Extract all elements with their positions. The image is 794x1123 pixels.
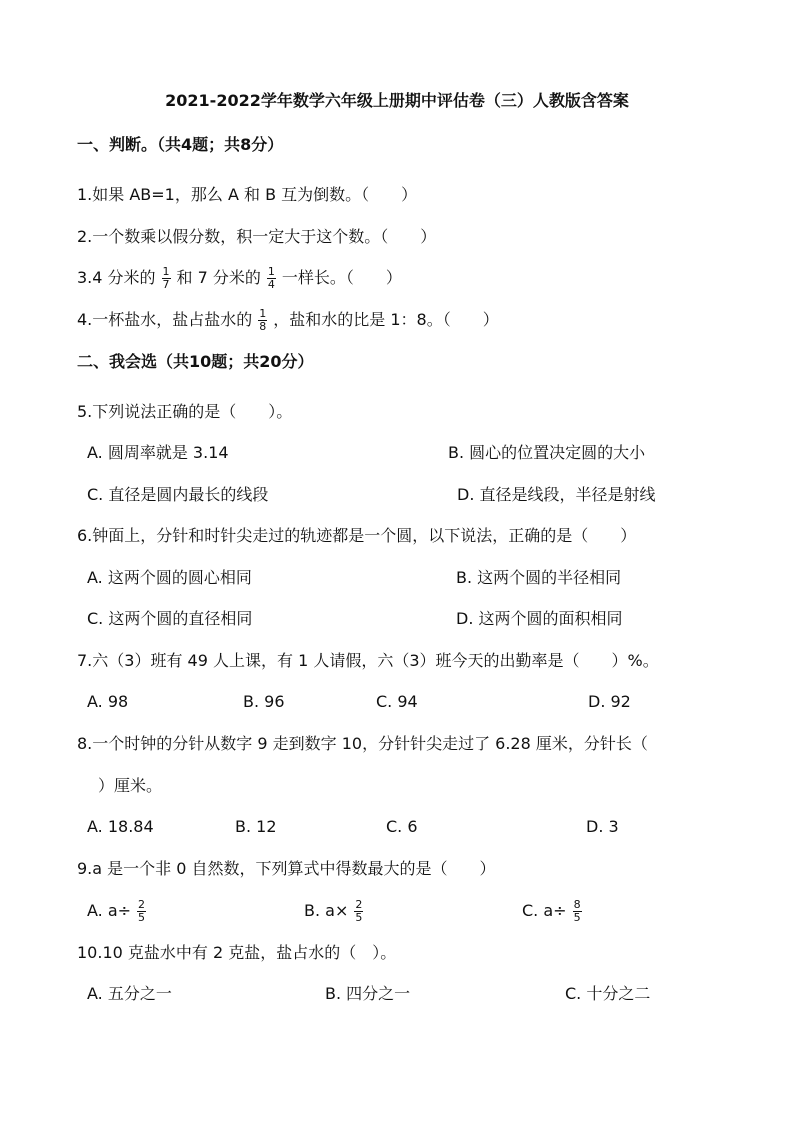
fraction bbox=[267, 266, 276, 291]
option-7b: B. 96 bbox=[243, 692, 285, 711]
option-5b: B. 圆心的位置决定圆的大小 bbox=[448, 443, 646, 462]
option-10b: B. 四分之一 bbox=[325, 984, 411, 1003]
question-4 bbox=[77, 307, 499, 333]
fraction bbox=[137, 899, 146, 924]
option-5a: A. 圆周率就是 3.14 bbox=[87, 443, 229, 462]
question-6: 6.钟面上，分针和时针尖走过的轨迹都是一个圆，以下说法，正确的是（ ） bbox=[77, 526, 637, 545]
fraction-denominator: 8 bbox=[259, 320, 267, 333]
question-3-text-c: 一样长。（ ） bbox=[281, 268, 402, 287]
fraction-denominator: 5 bbox=[573, 911, 581, 924]
fraction-numerator: 2 bbox=[355, 898, 363, 911]
option-7a: A. 98 bbox=[87, 692, 129, 711]
option-6b: B. 这两个圆的半径相同 bbox=[456, 568, 622, 587]
question-8: 8.一个时钟的分针从数字 9 走到数字 10，分针针尖走过了 6.28 厘米，分针长（ bbox=[77, 734, 648, 753]
option-6a: A. 这两个圆的圆心相同 bbox=[87, 568, 252, 587]
question-4-text-a: 4.一杯盐水，盐占盐水的 bbox=[77, 310, 253, 329]
option-7d: D. 92 bbox=[588, 692, 631, 711]
option-9c-text: C. a÷ bbox=[522, 901, 567, 920]
question-10: 10.10 克盐水中有 2 克盐，盐占水的（ ）。 bbox=[77, 943, 397, 962]
fraction-numerator: 1 bbox=[267, 265, 275, 278]
option-10a: A. 五分之一 bbox=[87, 984, 172, 1003]
question-3-text-a: 3.4 分米的 bbox=[77, 268, 156, 287]
question-7: 7.六（3）班有 49 人上课，有 1 人请假，六（3）班今天的出勤率是（ ）%。 bbox=[77, 651, 659, 670]
option-9a-text: A. a÷ bbox=[87, 901, 132, 920]
option-8d: D. 3 bbox=[586, 817, 619, 836]
fraction bbox=[162, 266, 171, 291]
question-9: 9.a 是一个非 0 自然数，下列算式中得数最大的是（ ） bbox=[77, 859, 496, 878]
fraction-denominator: 5 bbox=[355, 911, 363, 924]
section-heading-choice: 二、我会选（共10题；共20分） bbox=[77, 352, 314, 371]
option-9b-text: B. a× bbox=[304, 901, 349, 920]
question-3 bbox=[77, 265, 402, 291]
option-8b: B. 12 bbox=[235, 817, 277, 836]
option-8a: A. 18.84 bbox=[87, 817, 154, 836]
fraction-denominator: 4 bbox=[267, 278, 275, 291]
fraction-denominator: 7 bbox=[162, 278, 170, 291]
option-9b bbox=[304, 898, 369, 924]
question-2: 2.一个数乘以假分数，积一定大于这个数。（ ） bbox=[77, 227, 437, 246]
fraction-denominator: 5 bbox=[138, 911, 146, 924]
fraction bbox=[573, 899, 582, 924]
option-5c: C. 直径是圆内最长的线段 bbox=[87, 485, 269, 504]
page-title: 2021-2022学年数学六年级上册期中评估卷（三）人教版含答案 bbox=[165, 91, 629, 110]
option-9c bbox=[522, 898, 588, 924]
fraction-numerator: 1 bbox=[259, 307, 267, 320]
option-6d: D. 这两个圆的面积相同 bbox=[456, 609, 623, 628]
option-6c: C. 这两个圆的直径相同 bbox=[87, 609, 253, 628]
fraction-numerator: 1 bbox=[162, 265, 170, 278]
question-1: 1.如果 AB=1，那么 A 和 B 互为倒数。（ ） bbox=[77, 185, 418, 204]
option-8c: C. 6 bbox=[386, 817, 418, 836]
question-8-continued: ）厘米。 bbox=[82, 776, 163, 795]
fraction bbox=[354, 899, 363, 924]
fraction bbox=[258, 308, 267, 333]
option-9a bbox=[87, 898, 152, 924]
option-10c: C. 十分之二 bbox=[565, 984, 651, 1003]
fraction-numerator: 2 bbox=[138, 898, 146, 911]
question-5: 5.下列说法正确的是（ ）。 bbox=[77, 402, 293, 421]
fraction-numerator: 8 bbox=[573, 898, 581, 911]
option-5d: D. 直径是线段，半径是射线 bbox=[457, 485, 656, 504]
option-7c: C. 94 bbox=[376, 692, 418, 711]
section-heading-judgement: 一、判断。（共4题；共8分） bbox=[77, 135, 284, 154]
question-3-text-b: 和 7 分米的 bbox=[176, 268, 261, 287]
question-4-text-b: ，盐和水的比是 1：8。（ ） bbox=[273, 310, 499, 329]
